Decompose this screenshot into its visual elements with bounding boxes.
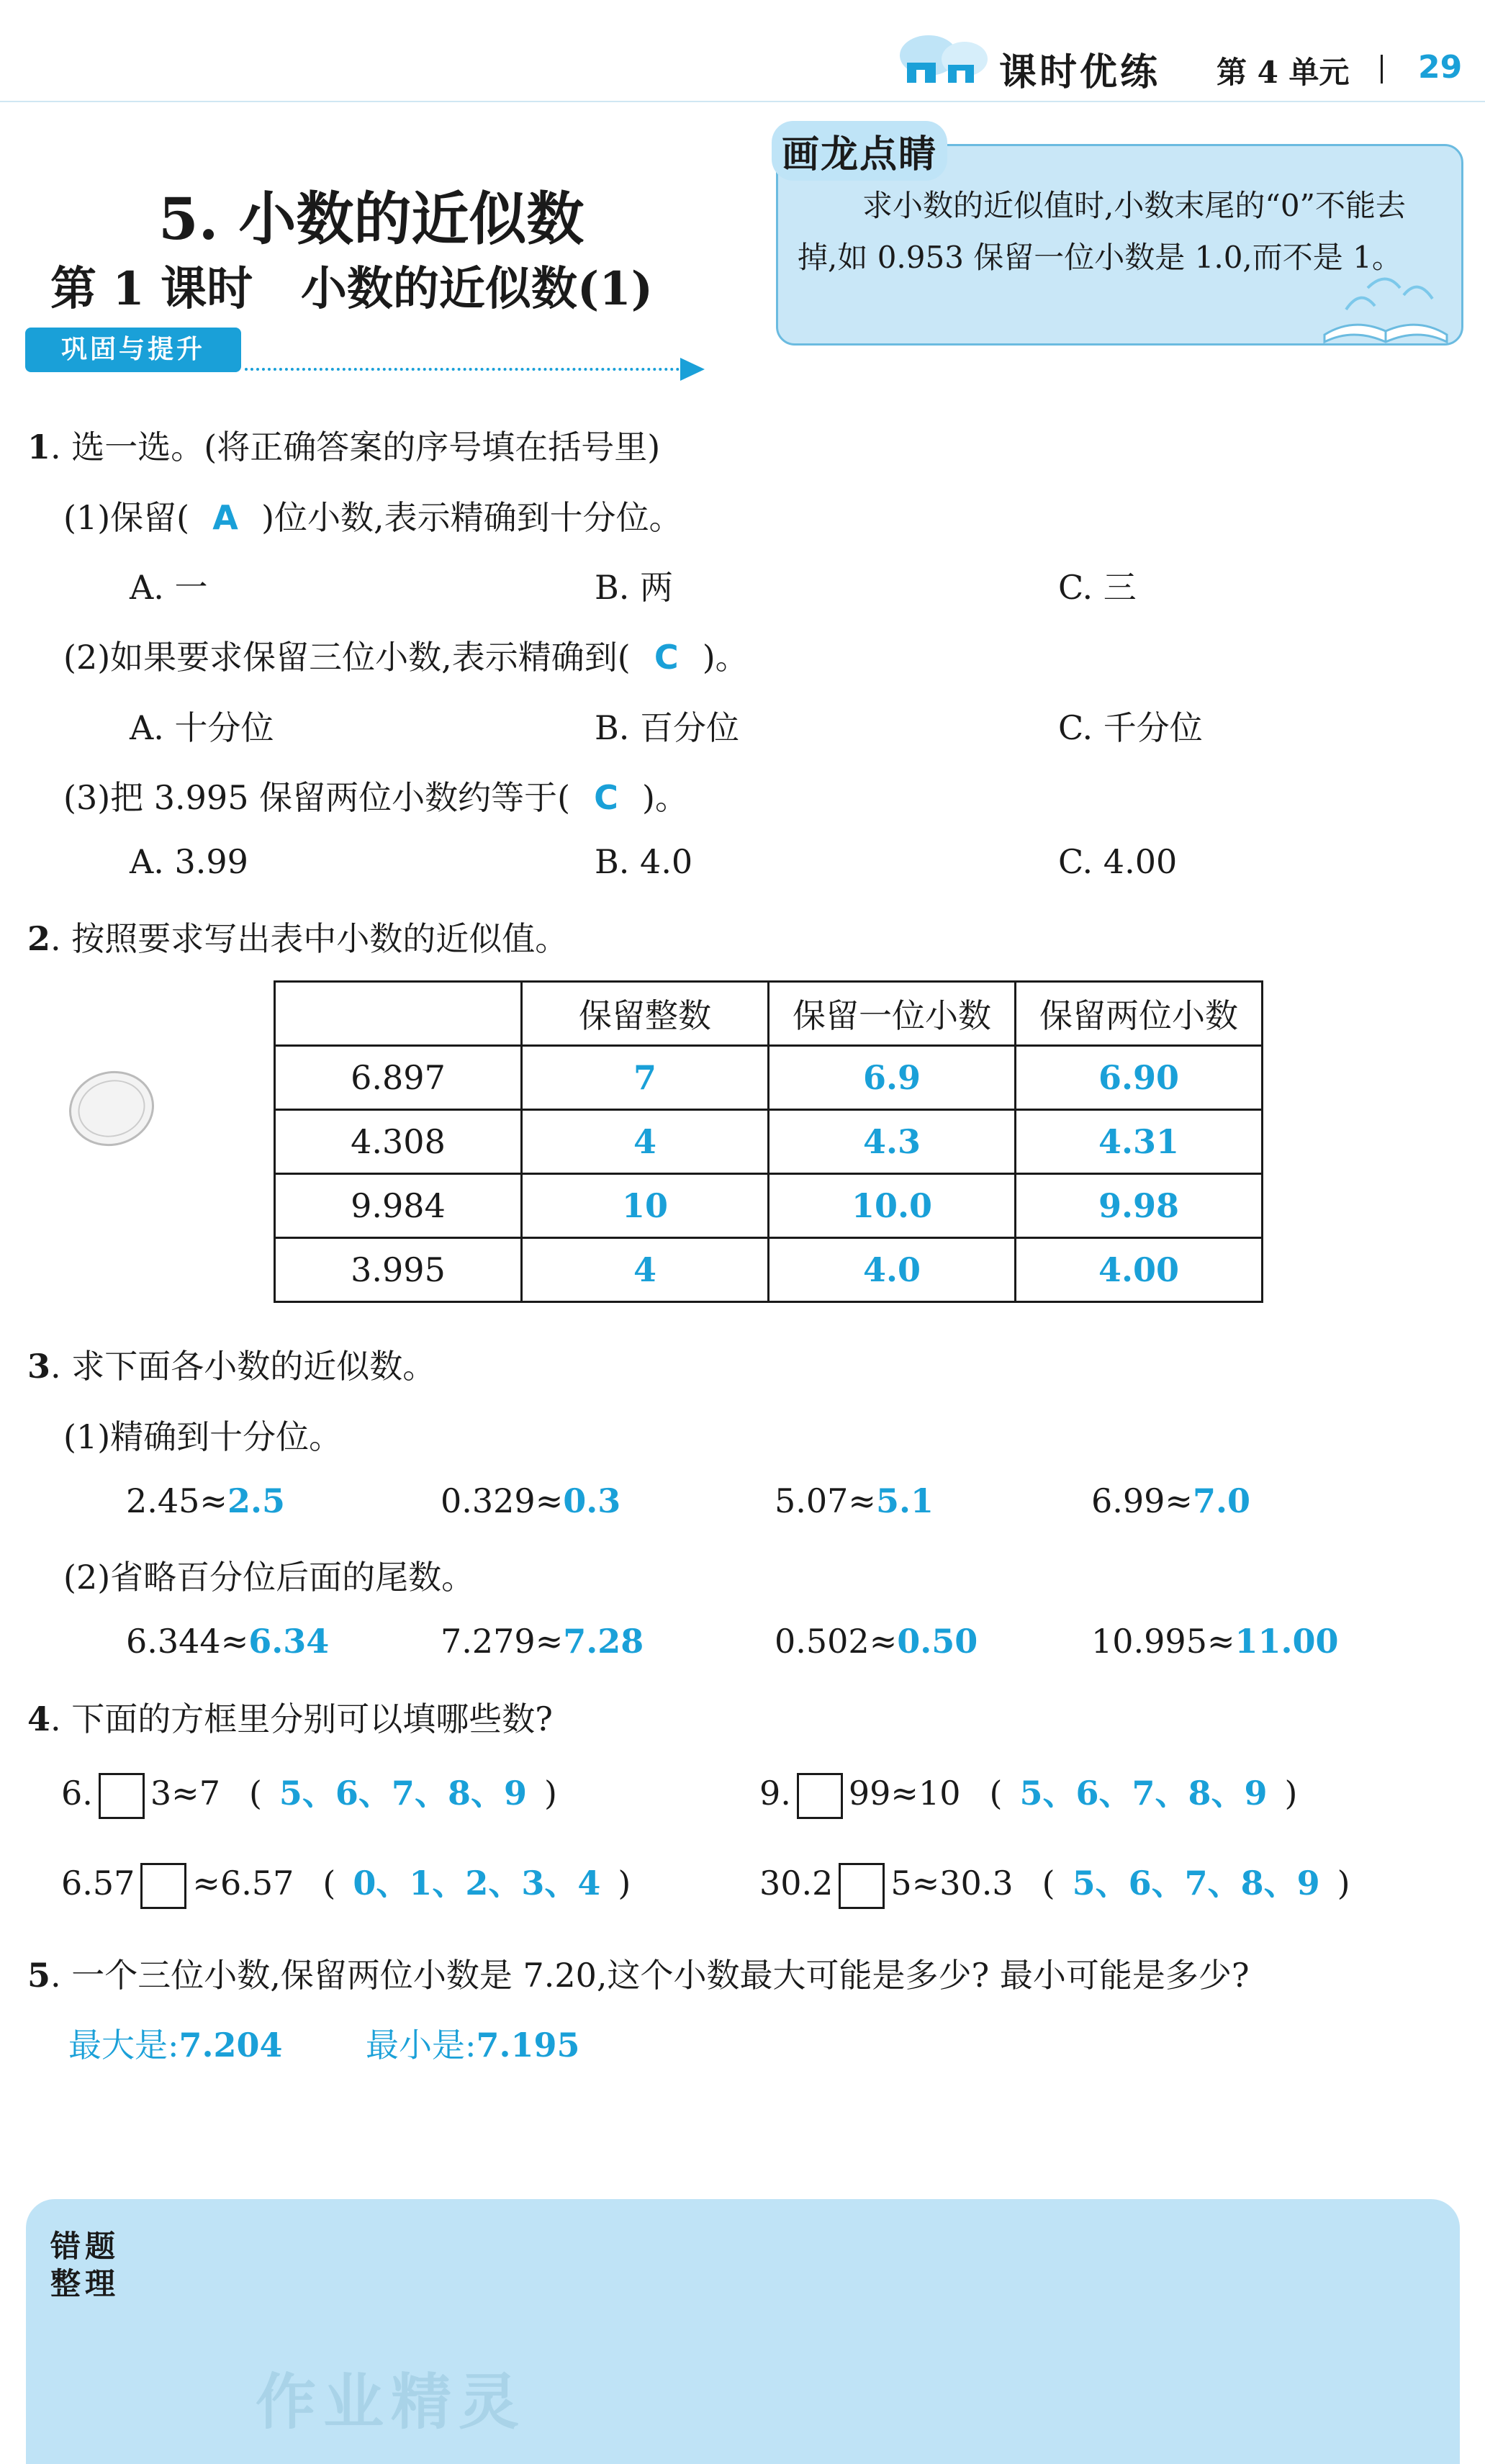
table-answer-cell: 10.0 [769,1174,1016,1238]
table-answer-cell: 4.3 [769,1110,1016,1174]
q5-answer-max: 最大是:7.204 [68,2026,283,2064]
q1-2-option-a: A. 十分位 [130,708,274,747]
q1-stem: 1. 选一选。(将正确答案的序号填在括号里) [27,428,661,466]
table-cell: 3.995 [275,1238,522,1302]
answer-blank-box [140,1863,186,1909]
banner-dotted-line [245,368,691,371]
table-answer-cell: 4.31 [1016,1110,1263,1174]
approximation-table [274,980,1263,1303]
table-answer-cell: 7 [522,1046,769,1110]
watermark: 作业精灵 [256,2366,527,2437]
q1-1-option-b: B. 两 [595,568,674,607]
table-answer-cell: 9.98 [1016,1174,1263,1238]
open-book-icon [1317,266,1454,346]
q3-part2-label: (2)省略百分位后面的尾数。 [63,1558,475,1597]
q3-2-item: 6.344≈6.34 [126,1622,330,1661]
table-answer-cell: 6.90 [1016,1046,1263,1110]
q1-3-option-b: B. 4.0 [595,842,693,881]
q1-item-1: (1)保留( A )位小数,表示精确到十分位。 [63,498,682,537]
header-unit: 第 4 单元 [1217,55,1350,90]
q5-answer-min: 最小是:7.195 [366,2026,580,2064]
q3-1-item: 6.99≈7.0 [1091,1481,1250,1520]
q3-2-item: 7.279≈7.28 [441,1622,644,1661]
table-header-row [275,982,1263,1046]
q3-stem: 3. 求下面各小数的近似数。 [27,1347,436,1386]
q4-item-2: 9. 99≈10 ( 5、6、7、8、9 ) [759,1767,1297,1819]
tip-text: 求小数的近似值时,小数末尾的“0”不能去掉,如 0.953 保留一位小数是 1.0,而不是 1。 [798,188,1407,275]
table-answer-cell: 4 [522,1238,769,1302]
page-number: 29 [1418,49,1463,86]
error-notes-label: 错题 整理 [50,2229,120,2301]
header-brand: 课时优练 [999,51,1161,94]
table-answer-cell: 4.00 [1016,1238,1263,1302]
q1-item-2: (2)如果要求保留三位小数,表示精确到( C )。 [63,638,749,677]
answer-blank-box [99,1773,145,1819]
q1-answer-1: A [212,498,238,537]
table-answer-cell: 10 [522,1174,769,1238]
table-answer-cell: 4 [522,1110,769,1174]
table-header-cell: 保留两位小数 [1016,982,1263,1046]
page-title: 5. 小数的近似数 [158,185,584,253]
q2-stem: 2. 按照要求写出表中小数的近似值。 [27,919,569,958]
q5-stem: 5. 一个三位小数,保留两位小数是 7.20,这个小数最大可能是多少? 最小可能是多少? [27,1956,1250,1995]
q1-answer-2: C [654,638,679,677]
q1-answer-3: C [594,778,618,817]
table-row [275,1046,1263,1110]
header-divider [1381,55,1383,84]
q1-3-option-a: A. 3.99 [130,842,248,881]
error-notes-panel [26,2199,1460,2464]
table-cell: 6.897 [275,1046,522,1110]
answer-blank-box [797,1773,843,1819]
answer-blank-box [839,1863,885,1909]
q3-part1-label: (1)精确到十分位。 [63,1417,343,1456]
q1-2-option-c: C. 千分位 [1058,708,1203,747]
q3-1-item: 2.45≈2.5 [126,1481,285,1520]
arrow-right-icon [680,358,705,381]
q4-item-4: 30.2 5≈30.3 ( 5、6、7、8、9 ) [759,1857,1350,1909]
tip-tag: 画龙点睛 [772,121,947,181]
stamp-logo [65,1065,158,1152]
q3-1-item: 0.329≈0.3 [441,1481,621,1520]
table-header-cell: 保留一位小数 [769,982,1016,1046]
table-answer-cell: 4.0 [769,1238,1016,1302]
table-row [275,1174,1263,1238]
table-row [275,1238,1263,1302]
table-header-cell [275,982,522,1046]
section-banner: 巩固与提升 [25,328,241,372]
header-rule [0,101,1485,102]
q1-item-3: (3)把 3.995 保留两位小数约等于( C )。 [63,778,688,817]
q4-item-1: 6. 3≈7 ( 5、6、7、8、9 ) [61,1767,557,1819]
q1-3-option-c: C. 4.00 [1058,842,1178,881]
cloud-house-icon [896,30,990,88]
lesson-subtitle: 第 1 课时 小数的近似数(1) [50,262,654,316]
q3-2-item: 10.995≈11.00 [1091,1622,1339,1661]
q3-1-item: 5.07≈5.1 [775,1481,934,1520]
q1-1-option-c: C. 三 [1058,568,1137,607]
q4-stem: 4. 下面的方框里分别可以填哪些数? [27,1700,553,1738]
table-cell: 4.308 [275,1110,522,1174]
q3-2-item: 0.502≈0.50 [775,1622,978,1661]
q1-1-option-a: A. 一 [130,568,208,607]
q4-item-3: 6.57 ≈6.57 ( 0、1、2、3、4 ) [61,1857,631,1909]
table-answer-cell: 6.9 [769,1046,1016,1110]
table-cell: 9.984 [275,1174,522,1238]
q1-2-option-b: B. 百分位 [595,708,740,747]
table-header-cell: 保留整数 [522,982,769,1046]
table-row [275,1110,1263,1174]
